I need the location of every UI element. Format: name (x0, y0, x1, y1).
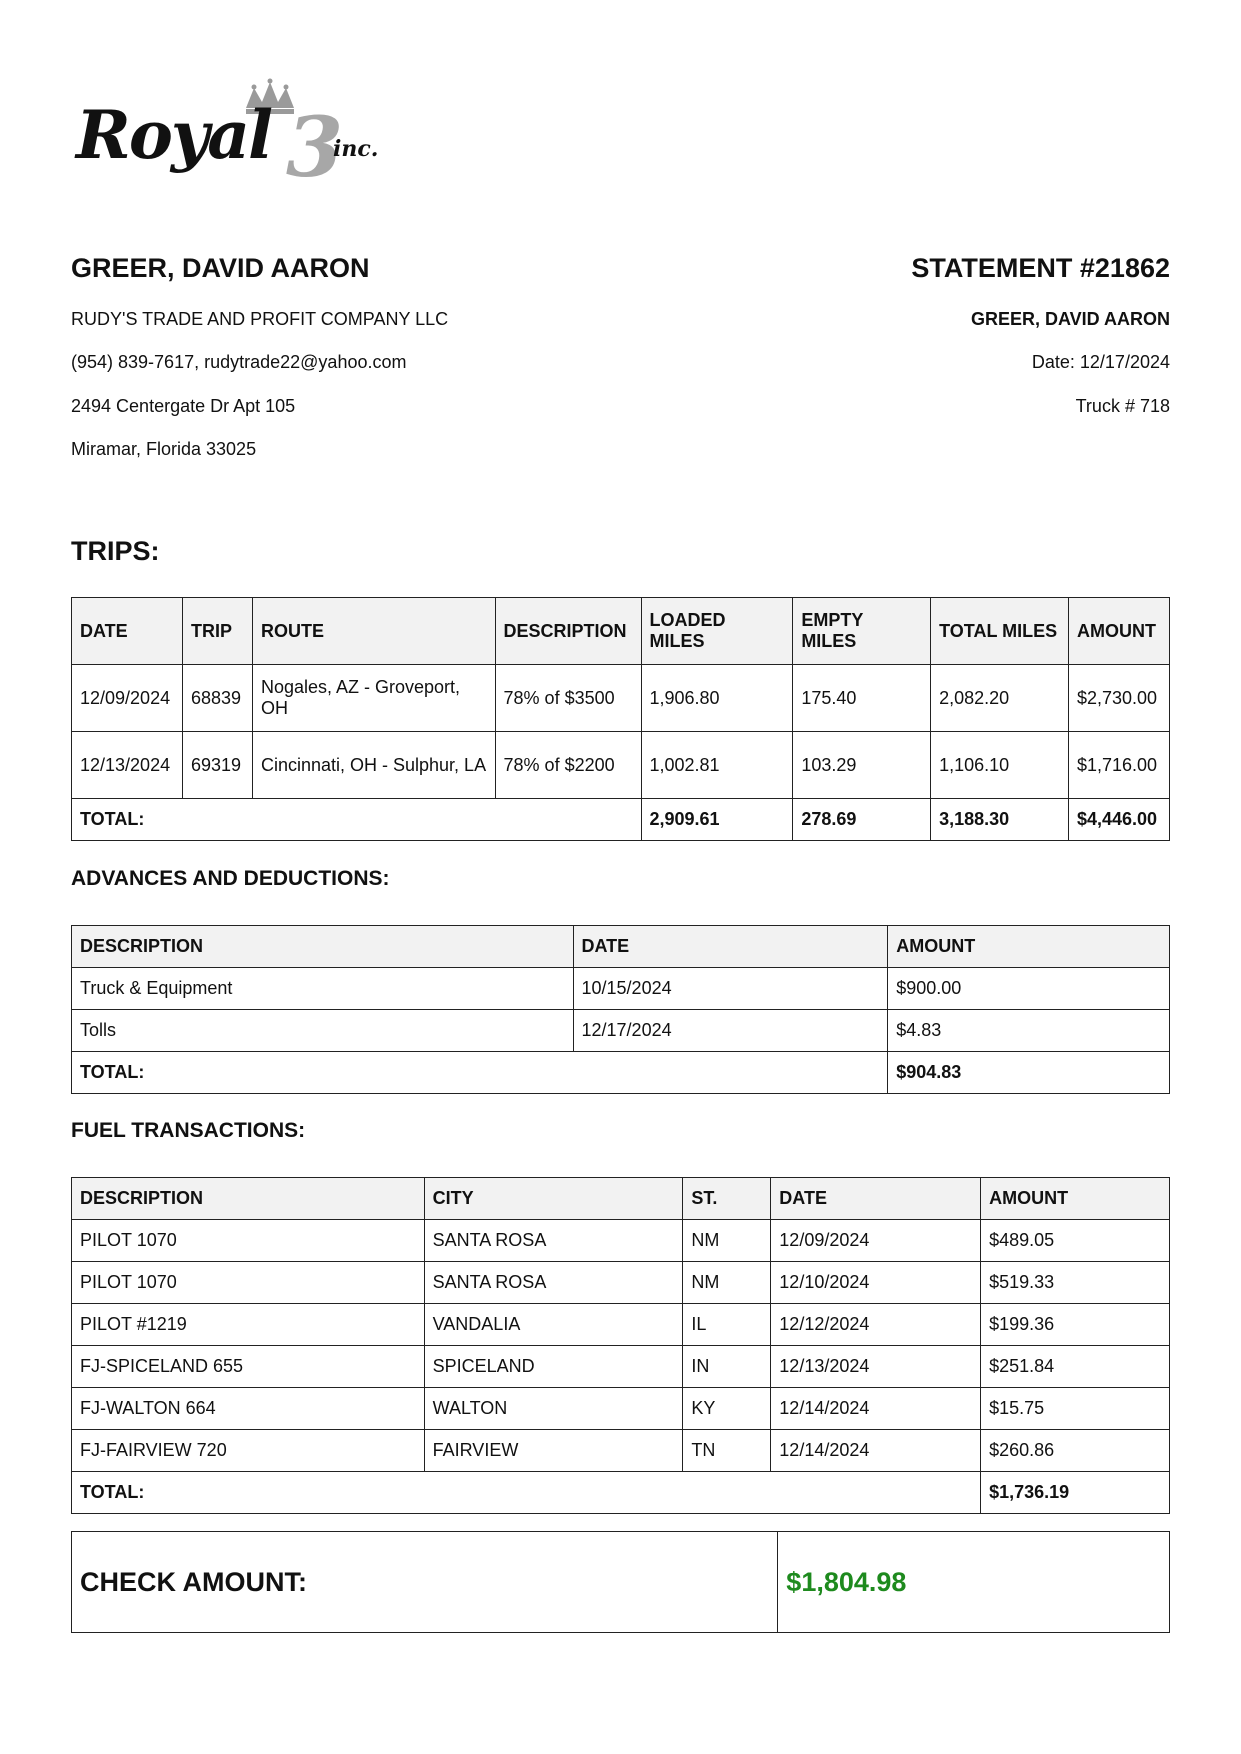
table-row (72, 1346, 1170, 1388)
table-cell: KY (683, 1388, 771, 1430)
table-cell: 68839 (182, 665, 252, 732)
column-header: ROUTE (252, 598, 495, 665)
column-header: TOTAL MILES (931, 598, 1069, 665)
total-empty-miles: 278.69 (793, 799, 931, 841)
trips-total-row (72, 799, 1170, 841)
table-cell: 1,002.81 (641, 732, 793, 799)
table-cell: NM (683, 1220, 771, 1262)
column-header: DATE (771, 1178, 981, 1220)
column-header: DESCRIPTION (495, 598, 641, 665)
table-row (72, 968, 1170, 1010)
column-header: LOADED MILES (641, 598, 793, 665)
table-cell: 12/13/2024 (771, 1346, 981, 1388)
table-cell: FJ-WALTON 664 (72, 1388, 425, 1430)
address-line-1: 2494 Centergate Dr Apt 105 (71, 396, 296, 416)
table-cell: 12/09/2024 (771, 1220, 981, 1262)
table-cell: SANTA ROSA (424, 1262, 683, 1304)
total-loaded-miles: 2,909.61 (641, 799, 793, 841)
total-amount: $904.83 (888, 1052, 1170, 1094)
table-cell: Truck & Equipment (72, 968, 574, 1010)
column-header: EMPTY MILES (793, 598, 931, 665)
table-row (72, 665, 1170, 732)
trips-title: TRIPS: (71, 536, 160, 566)
table-cell: 103.29 (793, 732, 931, 799)
table-cell: $251.84 (981, 1346, 1170, 1388)
statement-driver-name: GREER, DAVID AARON (970, 309, 1170, 329)
total-amount: $1,736.19 (981, 1472, 1170, 1514)
table-cell: $519.33 (981, 1262, 1170, 1304)
table-cell: IN (683, 1346, 771, 1388)
fuel-title: FUEL TRANSACTIONS: (71, 1119, 306, 1142)
column-header: CITY (424, 1178, 683, 1220)
statement-date: Date: 12/17/2024 (1031, 352, 1170, 372)
table-cell: PILOT 1070 (72, 1220, 425, 1262)
table-cell: $199.36 (981, 1304, 1170, 1346)
total-label: TOTAL: (72, 1052, 888, 1094)
table-cell: $4.83 (888, 1010, 1170, 1052)
column-header: DESCRIPTION (72, 926, 574, 968)
fuel-header-row (72, 1178, 1170, 1220)
advances-table (71, 925, 1170, 1094)
table-cell: $15.75 (981, 1388, 1170, 1430)
column-header: AMOUNT (1068, 598, 1169, 665)
company-logo (76, 78, 396, 196)
table-cell: $900.00 (888, 968, 1170, 1010)
table-cell: 78% of $2200 (495, 732, 641, 799)
statement-title: STATEMENT #21862 (911, 253, 1170, 283)
table-row (72, 732, 1170, 799)
table-cell: 12/09/2024 (72, 665, 183, 732)
table-cell: Tolls (72, 1010, 574, 1052)
check-amount-value: $1,804.98 (778, 1532, 1170, 1633)
table-row (72, 1388, 1170, 1430)
fuel-total-row (72, 1472, 1170, 1514)
table-cell: PILOT 1070 (72, 1262, 425, 1304)
column-header: AMOUNT (888, 926, 1170, 968)
column-header: AMOUNT (981, 1178, 1170, 1220)
table-row (72, 1010, 1170, 1052)
check-amount-box (71, 1531, 1170, 1633)
table-cell: TN (683, 1430, 771, 1472)
table-cell: 12/17/2024 (573, 1010, 888, 1052)
column-header: DESCRIPTION (72, 1178, 425, 1220)
table-row (72, 1262, 1170, 1304)
table-row (72, 1220, 1170, 1262)
company-name: RUDY'S TRADE AND PROFIT COMPANY LLC (71, 309, 449, 329)
table-cell: NM (683, 1262, 771, 1304)
table-cell: 12/13/2024 (72, 732, 183, 799)
table-cell: IL (683, 1304, 771, 1346)
column-header: DATE (72, 598, 183, 665)
table-cell: FAIRVIEW (424, 1430, 683, 1472)
table-cell: VANDALIA (424, 1304, 683, 1346)
table-cell: 12/14/2024 (771, 1388, 981, 1430)
total-amount: $4,446.00 (1068, 799, 1169, 841)
driver-name: GREER, DAVID AARON (71, 253, 370, 283)
table-cell: 78% of $3500 (495, 665, 641, 732)
column-header: DATE (573, 926, 888, 968)
total-label: TOTAL: (72, 1472, 981, 1514)
table-cell: Cincinnati, OH - Sulphur, LA (252, 732, 495, 799)
table-cell: Nogales, AZ - Groveport, OH (252, 665, 495, 732)
table-cell: 175.40 (793, 665, 931, 732)
contact-info: (954) 839-7617, rudytrade22@yahoo.com (71, 352, 407, 372)
table-cell: FJ-SPICELAND 655 (72, 1346, 425, 1388)
advances-total-row (72, 1052, 1170, 1094)
table-cell: 10/15/2024 (573, 968, 888, 1010)
statement-page (71, 0, 1170, 1754)
advances-header-row (72, 926, 1170, 968)
table-cell: WALTON (424, 1388, 683, 1430)
check-amount-label: CHECK AMOUNT: (72, 1532, 778, 1633)
address-line-2: Miramar, Florida 33025 (71, 439, 257, 459)
truck-number: Truck # 718 (1075, 396, 1170, 416)
table-cell: PILOT #1219 (72, 1304, 425, 1346)
table-row (72, 1304, 1170, 1346)
trips-header-row (72, 598, 1170, 665)
table-cell: 12/10/2024 (771, 1262, 981, 1304)
table-cell: $1,716.00 (1068, 732, 1169, 799)
table-cell: 1,906.80 (641, 665, 793, 732)
logo-suffix: inc. (333, 136, 379, 162)
table-cell: $489.05 (981, 1220, 1170, 1262)
table-cell: 12/12/2024 (771, 1304, 981, 1346)
table-cell: 2,082.20 (931, 665, 1069, 732)
total-label: TOTAL: (72, 799, 642, 841)
table-cell: $2,730.00 (1068, 665, 1169, 732)
table-cell: 12/14/2024 (771, 1430, 981, 1472)
table-cell: 1,106.10 (931, 732, 1069, 799)
table-row (72, 1430, 1170, 1472)
logo-wordmark: Royal (76, 96, 272, 174)
total-miles: 3,188.30 (931, 799, 1069, 841)
table-cell: FJ-FAIRVIEW 720 (72, 1430, 425, 1472)
table-cell: 69319 (182, 732, 252, 799)
table-cell: SPICELAND (424, 1346, 683, 1388)
column-header: TRIP (182, 598, 252, 665)
table-cell: $260.86 (981, 1430, 1170, 1472)
column-header: ST. (683, 1178, 771, 1220)
logo-numeral: 3 (286, 100, 344, 196)
trips-table (71, 597, 1170, 841)
fuel-table (71, 1177, 1170, 1514)
table-cell: SANTA ROSA (424, 1220, 683, 1262)
advances-title: ADVANCES AND DEDUCTIONS: (71, 867, 390, 890)
